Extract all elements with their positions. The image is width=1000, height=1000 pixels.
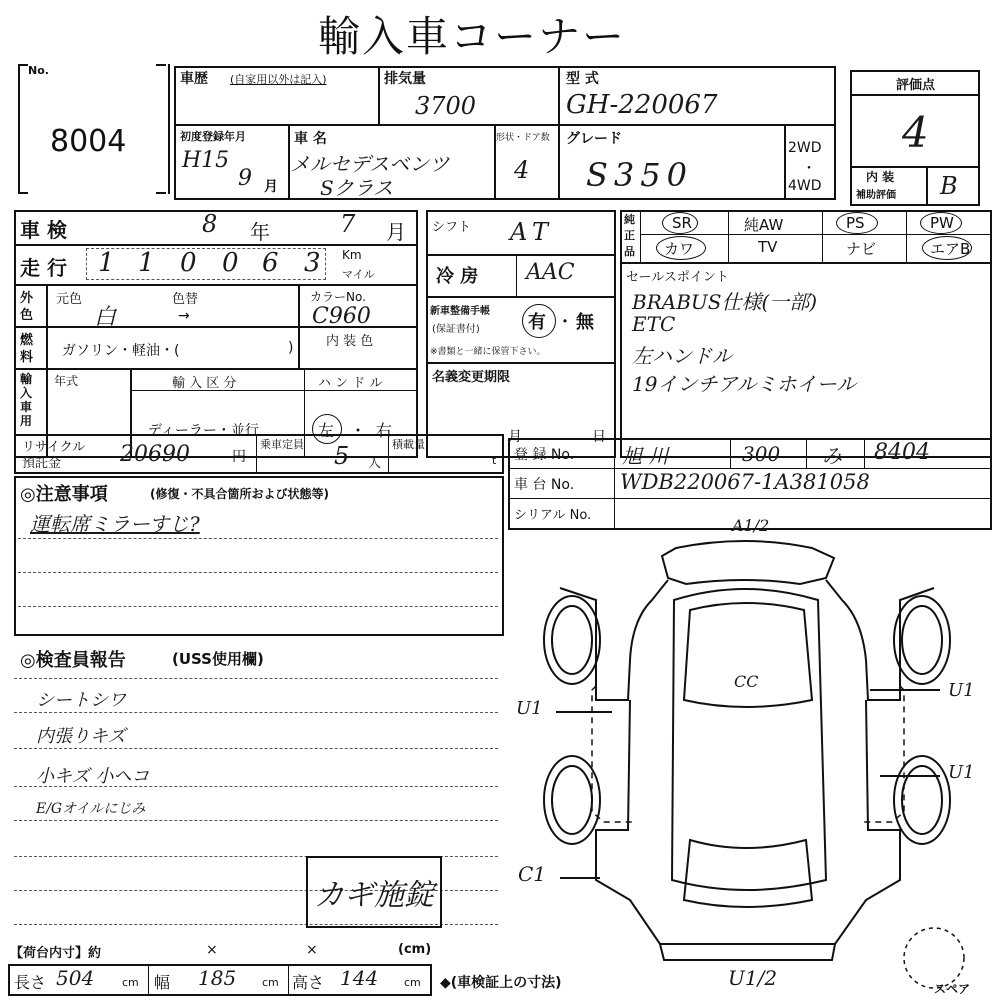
equip-kawa: カワ [664, 240, 695, 258]
drive-2wd: 2WD [788, 140, 822, 156]
equip-airbag: エアB [930, 240, 971, 258]
diagram-center-mark: CC [734, 672, 759, 691]
chassis-label: 車 台 No. [514, 477, 575, 493]
shift-value: AT [510, 218, 555, 246]
equipment-label: 純正品 [624, 213, 635, 258]
name-change-label: 名義変更期限 [432, 370, 511, 385]
diagram-top-mark: A1/2 [732, 516, 770, 535]
maint-yes: 有 [528, 312, 546, 333]
import-type-value: ディーラー・並行 [148, 423, 259, 439]
grade-value: S350 [586, 156, 693, 194]
interior-label: 内 装 [866, 170, 895, 184]
cargo-x1: × [206, 942, 218, 958]
equip-tv: TV [758, 238, 778, 256]
inspector-line: E/Gオイルにじみ [36, 801, 146, 817]
capacity-label: 乗車定員 [260, 438, 304, 451]
mileage-digit: 0 [222, 248, 239, 278]
maint-label: 新車整備手帳 [430, 306, 490, 317]
import-year-label: 年式 [54, 374, 79, 388]
color-no-label: カラーNo. [310, 290, 366, 304]
recycle-label2: 預託金 [22, 456, 62, 471]
model-type-label: 型 式 [566, 71, 599, 87]
height-value: 144 [340, 966, 379, 990]
equip-pw: PW [930, 214, 954, 232]
maint-no: 無 [576, 312, 594, 333]
selling-point-line: 左ハンドル [632, 344, 732, 368]
reg-part: 300 [742, 442, 781, 466]
selling-points-label: セールスポイント [626, 270, 729, 285]
score-value: 4 [902, 108, 929, 157]
serial-label: シリアル No. [514, 508, 592, 523]
orig-color-label: 元色 [56, 292, 83, 307]
drive-4wd: 4WD [788, 178, 822, 194]
aux-label: 補助評価 [856, 190, 896, 201]
selling-point-line: 19インチアルミホイール [632, 372, 857, 396]
selling-point-line: BRABUS仕様(一部) [632, 290, 818, 314]
diagram-rear-left-mark: C1 [518, 862, 547, 886]
inspection-year: 8 [202, 210, 218, 238]
inspector-label: ◎検査員報告 [20, 650, 126, 671]
notes-label: ◎注意事項 [20, 484, 108, 505]
cargo-unit: (cm) [398, 942, 432, 957]
mileage-label: 走 行 [20, 256, 67, 280]
handle-sep: ・ [350, 421, 367, 440]
dimensions-note: ◆(車検証上の寸法) [440, 975, 562, 991]
load-unit: t [492, 454, 497, 467]
shift-label: シフト [432, 220, 472, 235]
page-title: 輸入車コーナー [318, 12, 627, 61]
color-arrow: → [178, 308, 190, 324]
diagram-bottom-mark: U1/2 [728, 966, 778, 990]
mileage-digit: 1 [98, 248, 115, 278]
handle-label: ハ ン ド ル [318, 376, 383, 391]
equip-sr: SR [672, 214, 692, 232]
maint-note: ※書類と一緒に保管下さい。 [430, 347, 546, 357]
load-label: 積載量 [392, 438, 425, 451]
inspector-line: シートシワ [36, 690, 126, 711]
inspection-month-unit: 月 [386, 220, 406, 244]
orig-color-value: 白 [94, 305, 117, 330]
interior-color-label: 内 装 色 [326, 334, 374, 349]
displacement-label: 排気量 [384, 71, 426, 87]
handle-left: 左 [318, 421, 335, 440]
first-reg-label: 初度登録年月 [180, 130, 246, 143]
lock-stamp-text: カギ施錠 [314, 878, 434, 913]
lot-number: 8004 [50, 124, 127, 159]
ext-color-label: 外色 [20, 291, 34, 323]
first-reg-era: H15 [182, 148, 230, 173]
diagram-right-lower-mark: U1 [948, 762, 975, 783]
fuel-label: 燃料 [20, 333, 34, 365]
history-note: (自家用以外は記入) [230, 73, 327, 86]
mileage-unit-km: Km [342, 248, 362, 262]
mileage-digit: 0 [180, 248, 197, 278]
reg-part: 旭 川 [622, 444, 669, 468]
name-change-month: 月 [508, 429, 522, 445]
mileage-unit-mile: マイル [342, 268, 375, 281]
cargo-x2: × [306, 942, 318, 958]
model-type-value: GH-220067 [566, 90, 718, 120]
fuel-close: ) [288, 340, 294, 356]
doors-value: 4 [514, 156, 530, 184]
selling-point-line: ETC [632, 312, 676, 336]
cargo-label: 【荷台内寸】約 [10, 946, 102, 961]
equip-aw: 純AW [744, 216, 784, 234]
reg-part: 8404 [874, 440, 930, 465]
interior-score: B [940, 172, 958, 200]
height-label: 高さ [292, 973, 325, 992]
recycle-value: 20690 [120, 442, 190, 467]
maint-sep: ・ [556, 312, 574, 333]
mileage-digit: 3 [304, 248, 321, 278]
maint-sub: (保証書付) [432, 324, 480, 335]
recycle-label1: リサイクル [22, 440, 86, 455]
ac-value: AAC [526, 260, 575, 285]
history-label: 車歴 [180, 71, 208, 87]
fuel-value: ガソリン・軽油・( [62, 343, 180, 359]
diagram-left-mark: U1 [516, 698, 543, 719]
width-label: 幅 [154, 973, 171, 992]
equip-navi: ナビ [846, 240, 877, 258]
recycle-unit: 円 [232, 449, 246, 465]
reg-label: 登 録 No. [514, 447, 575, 463]
grade-label: グレード [566, 131, 622, 147]
spare-label: スペア [934, 982, 971, 996]
ac-label: 冷 房 [436, 266, 479, 287]
width-value: 185 [198, 966, 237, 990]
notes-line: 運転席ミラーすじ? [30, 512, 200, 536]
width-unit: cm [262, 976, 279, 989]
mileage-digit: 6 [262, 248, 279, 278]
score-label: 評価点 [896, 78, 936, 93]
inspector-line: 小キズ 小ヘコ [36, 766, 150, 787]
notes-sub: (修復・不具合箇所および状態等) [150, 487, 329, 501]
mileage-digit: 1 [138, 248, 155, 278]
capacity-value: 5 [334, 442, 350, 470]
reg-part: み [822, 444, 842, 468]
import-label: 輸入車用 [20, 372, 33, 428]
chassis-value: WDB220067-1A381058 [620, 470, 870, 494]
car-name-line1: メルセデスベンツ [290, 152, 450, 176]
color-no-value: C960 [312, 304, 371, 329]
inspector-sub: (USS使用欄) [172, 650, 264, 668]
import-type-label: 輸 入 区 分 [172, 376, 237, 391]
capacity-unit: 人 [368, 456, 382, 471]
diagram-right-upper-mark: U1 [948, 680, 975, 701]
length-unit: cm [122, 976, 139, 989]
car-name-line2: Sクラス [320, 176, 394, 200]
lot-no-label: No. [28, 64, 49, 77]
first-reg-month: 9 [238, 166, 252, 191]
height-unit: cm [404, 976, 421, 989]
handle-right: 右 [376, 421, 393, 440]
displacement-value: 3700 [415, 92, 477, 120]
length-label: 長さ [14, 973, 47, 992]
equip-ps: PS [846, 214, 865, 232]
car-name-label: 車 名 [294, 131, 327, 147]
length-value: 504 [56, 966, 95, 990]
name-change-day: 日 [592, 429, 606, 445]
inspection-year-unit: 年 [250, 220, 270, 244]
doors-label: 形状・ドア数 [496, 133, 550, 143]
repaint-label: 色替 [172, 292, 199, 307]
inspection-label: 車 検 [20, 218, 67, 242]
drive-sep: ・ [802, 161, 816, 177]
first-reg-month-unit: 月 [264, 179, 278, 195]
inspection-month: 7 [340, 210, 356, 238]
inspector-line: 内張りキズ [36, 726, 126, 747]
